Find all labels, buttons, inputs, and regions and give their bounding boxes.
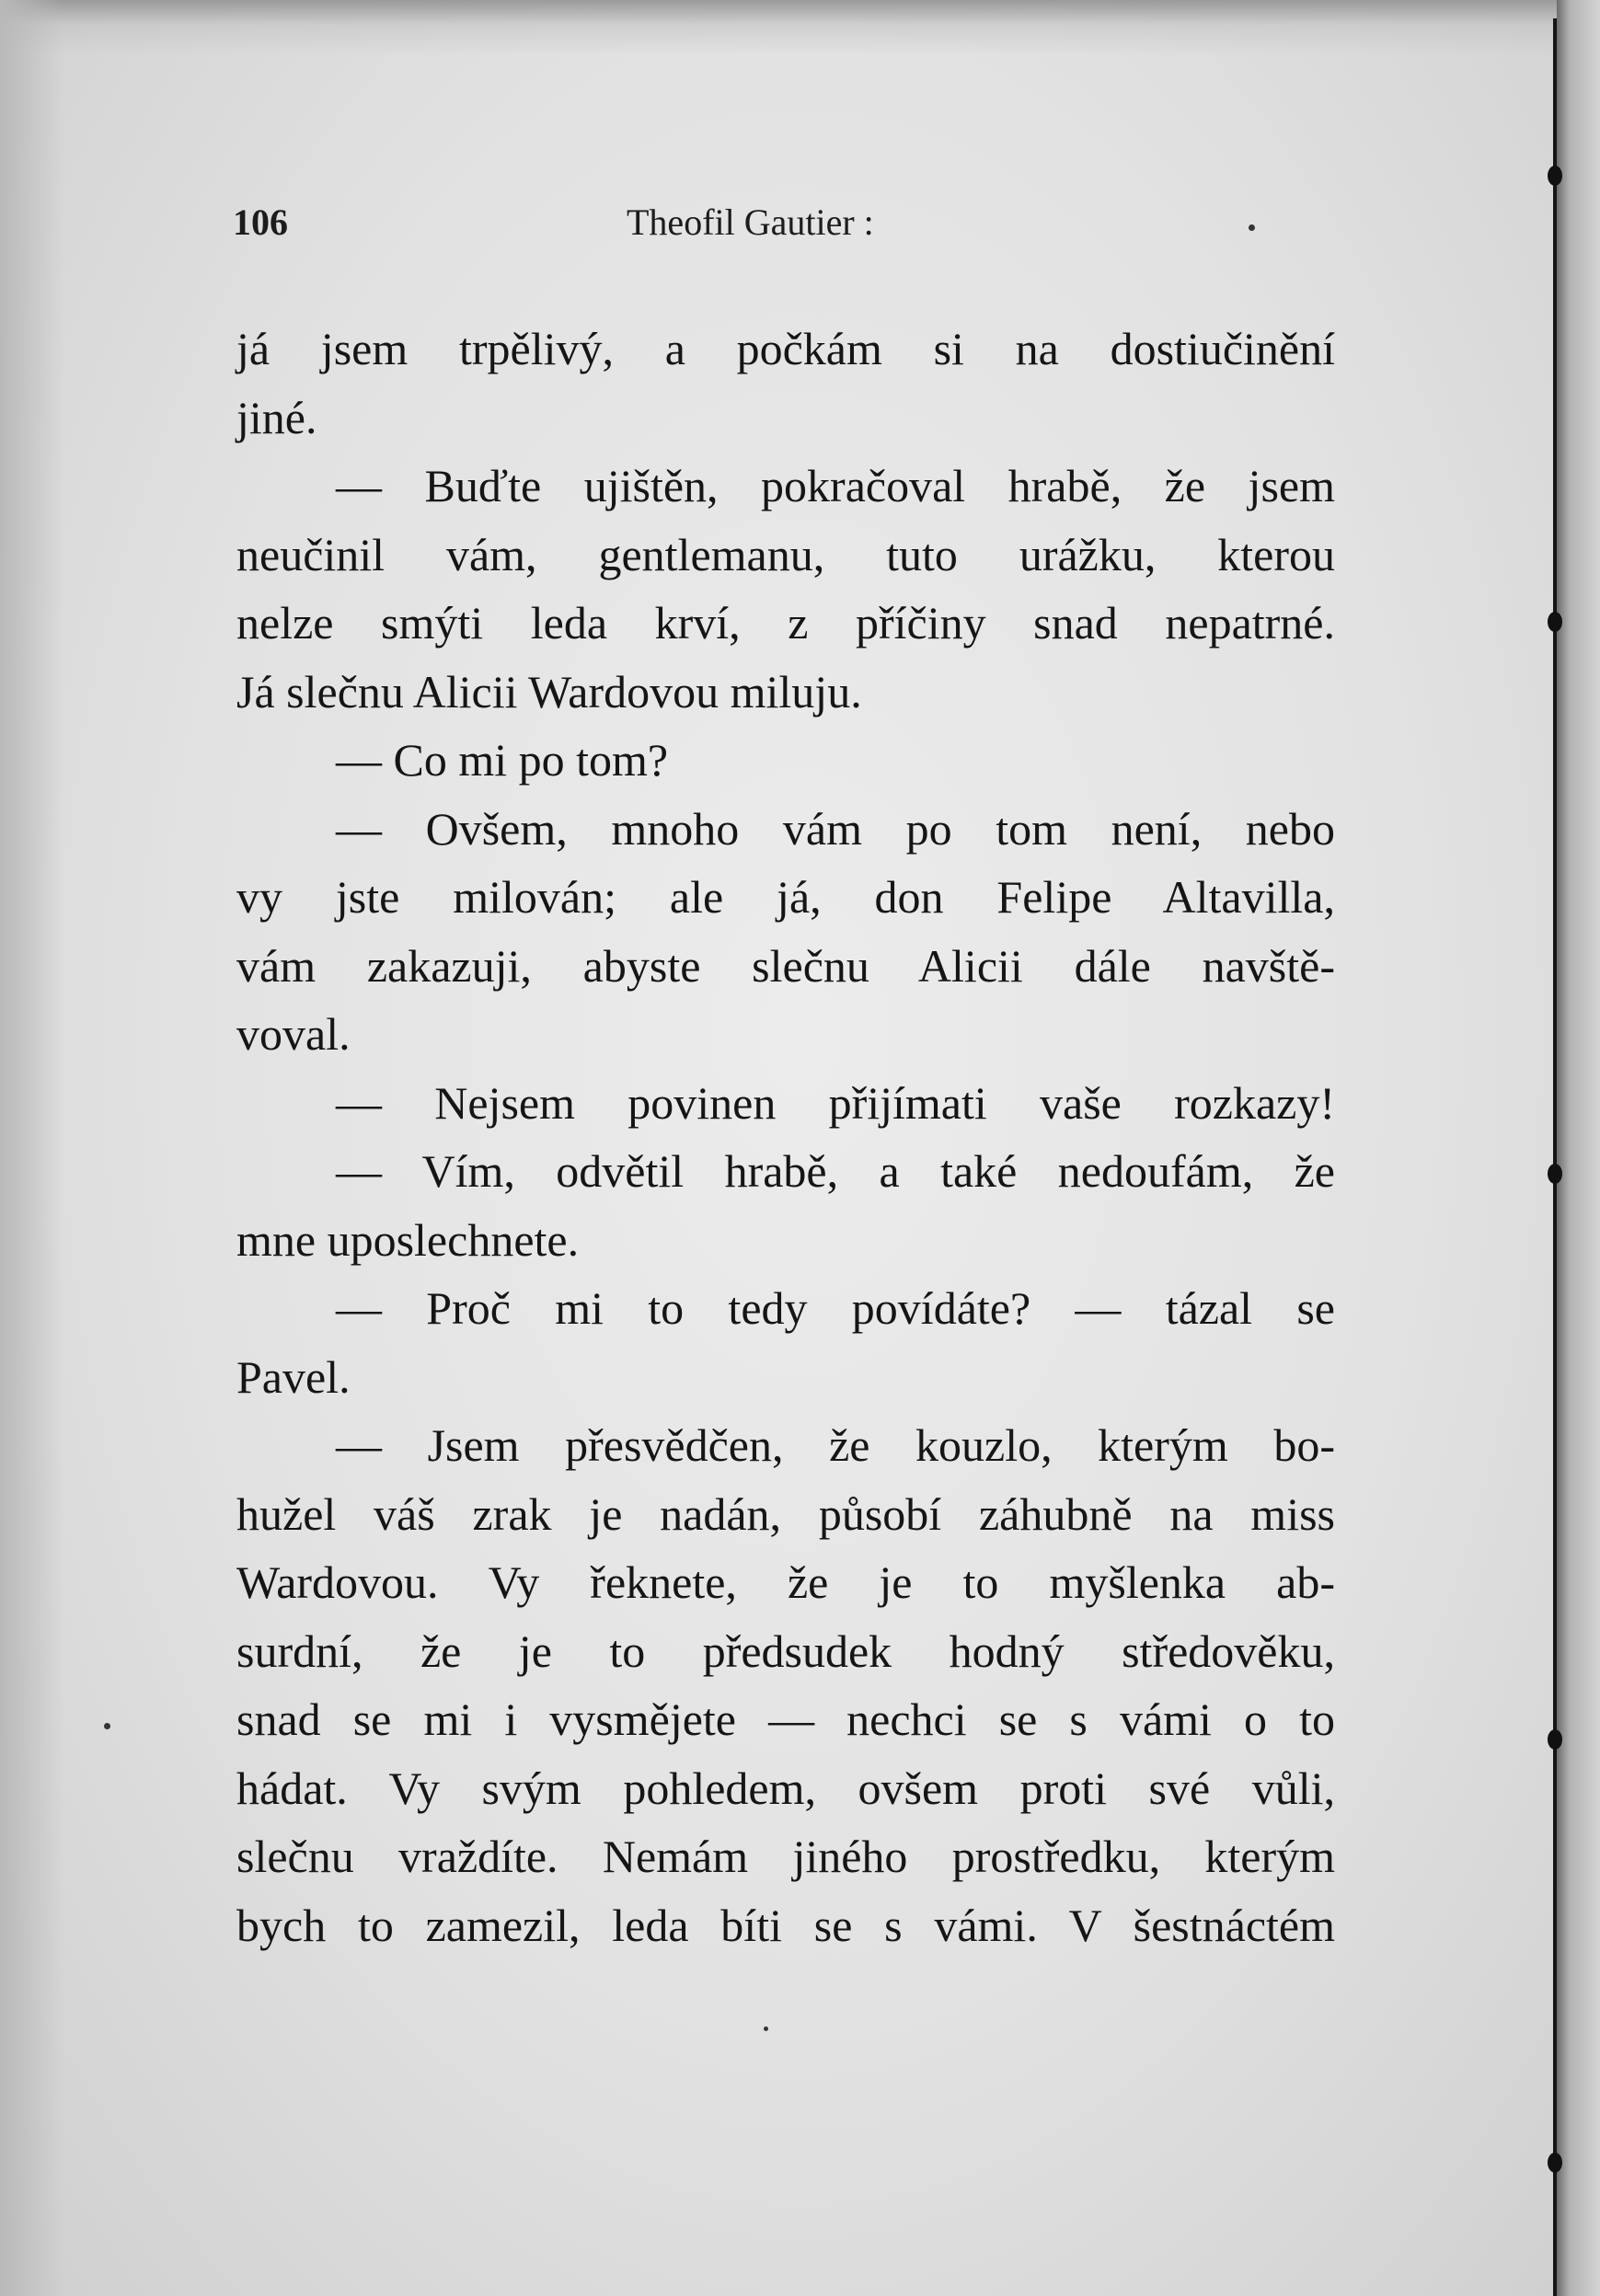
text-line: Wardovou. Vy řeknete, že je to myšlenka ab- [236,1556,1335,1608]
text-line: hužel váš zrak je nadán, působí záhubně na miss [236,1487,1335,1540]
text-line: — Proč mi to tedy povídáte? — tázal se [336,1282,1335,1334]
text-line: vám zakazuji, abyste slečnu Alicii dále navště- [236,939,1335,992]
binding-edge-line [1553,18,1557,2296]
running-title: Theofil Gautier : [627,201,874,243]
binding-mark [1548,1164,1562,1184]
text-line: hádat. Vy svým pohledem, ovšem proti své vůli, [236,1762,1335,1814]
text-line: Pavel. [236,1350,351,1403]
text-line: já jsem trpělivý, a počkám si na dostiučinění [236,323,1335,374]
running-header [233,201,1346,247]
print-speck [764,2026,768,2031]
text-line: vy jste milován; ale já, don Felipe Altavilla, [236,871,1335,923]
text-line: nelze smýti leda krví, z příčiny snad nepatrné. [236,597,1335,649]
page-number: 106 [233,201,288,243]
page-top-shadow [0,0,1600,55]
body-text [236,315,1335,1959]
text-line: jiné. [236,391,317,443]
binding-mark [1548,1729,1562,1750]
binding-gutter [1557,0,1600,2296]
text-line: Já slečnu Alicii Wardovou miluju. [236,665,862,718]
page-left-shadow [0,0,64,2296]
text-line: surdní, že je to předsudek hodný středověku, [236,1624,1335,1677]
text-line: slečnu vraždíte. Nemám jiného prostředku, kterým [236,1831,1335,1882]
text-line: mne uposlechnete. [236,1213,580,1266]
text-line: — Buďte ujištěn, pokračoval hrabě, že jsem [336,460,1335,511]
text-line: — Nejsem povinen přijímati vaše rozkazy! [336,1076,1335,1129]
text-line: — Co mi po tom? [336,734,669,786]
text-line: — Ovšem, mnoho vám po tom není, nebo [336,802,1335,855]
text-line: bych to zamezil, leda bíti se s vámi. V šestnáctém [236,1899,1335,1951]
binding-mark [1548,612,1562,632]
print-speck [104,1723,110,1729]
text-line: — Vím, odvětil hrabě, a také nedoufám, že [336,1145,1335,1197]
binding-mark [1548,2152,1562,2173]
text-line: voval. [236,1008,351,1060]
text-line: snad se mi i vysmějete — nechci se s vámi o to [236,1693,1335,1745]
text-line: neučinil vám, gentlemanu, tuto urážku, kterou [236,528,1335,580]
binding-mark [1548,166,1562,186]
text-line: — Jsem přesvědčen, že kouzlo, kterým bo- [336,1419,1335,1471]
